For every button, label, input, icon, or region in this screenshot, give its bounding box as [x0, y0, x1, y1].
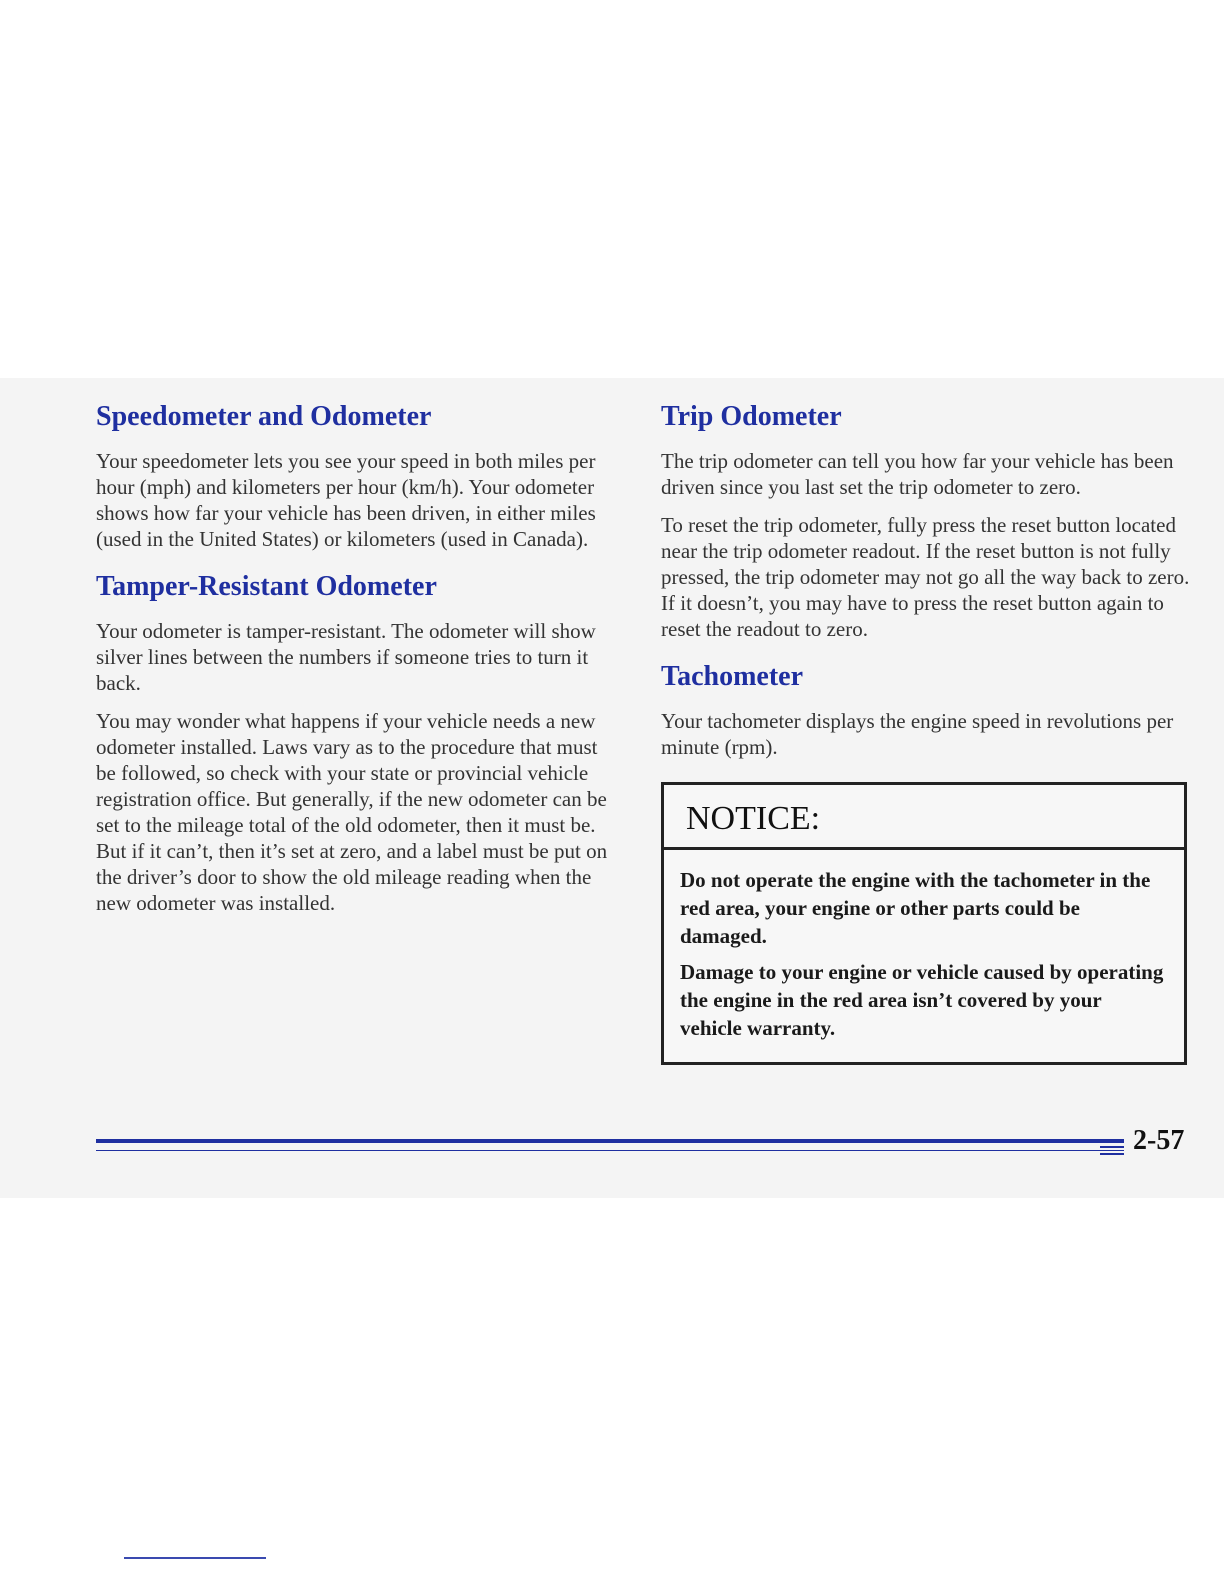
tamper-paragraph-1: Your odometer is tamper-resistant. The odometer will show silver lines between the numbers if someone tries to turn it back.: [96, 619, 596, 695]
bottom-decorative-line: [124, 1557, 266, 1559]
footer-rule-thick: [96, 1139, 1124, 1143]
footer-rule-stub-2: [1100, 1153, 1124, 1155]
notice-paragraph-2: Damage to your engine or vehicle caused by operating the engine in the red area isn’t covered by your vehicle warranty.: [680, 960, 1164, 1040]
section-tamper-resistant: [96, 570, 622, 916]
footer-rule-stub-1: [1100, 1146, 1124, 1148]
footer-rule-thin: [96, 1150, 1124, 1151]
section-tachometer: [661, 660, 1191, 760]
notice-heading: NOTICE:: [664, 785, 1184, 850]
speedometer-paragraph-1: Your speedometer lets you see your speed in both miles per hour (mph) and kilometers per hour (km/h). Your odometer shows how far your vehicle has been driven, in either miles (used in the United States) or kilometers (used in Canada).: [96, 449, 596, 551]
section-speedometer: [96, 400, 622, 552]
trip-paragraph-2: To reset the trip odometer, fully press the reset button located near the trip odometer readout. If the reset button is not fully pressed, the trip odometer may not go all the way back to zero. If it doesn’t, you may have to press the reset button again to reset the readout to zero.: [661, 513, 1190, 641]
heading-trip-odometer: Trip Odometer: [661, 401, 842, 432]
tachometer-paragraph-1: Your tachometer displays the engine speed in revolutions per minute (rpm).: [661, 709, 1174, 759]
trip-paragraph-1: The trip odometer can tell you how far your vehicle has been driven since you last set the trip odometer to zero.: [661, 449, 1174, 499]
page-number: 2-57: [1133, 1125, 1185, 1156]
heading-tamper-resistant: Tamper-Resistant Odometer: [96, 571, 437, 602]
notice-body: [664, 850, 1184, 1062]
tamper-paragraph-2: You may wonder what happens if your vehicle needs a new odometer installed. Laws vary as to the procedure that must be followed, so check with your state or provincial vehicle registration office. But generally, if the new odometer can be set to the mileage total of the old odometer, then it must be. But if it can’t, then it’s set at zero, and a label must be put on the driver’s door to show the old mileage reading when the new odometer was installed.: [96, 709, 608, 915]
right-column: [661, 400, 1191, 1065]
heading-speedometer: Speedometer and Odometer: [96, 401, 432, 432]
left-column: [96, 400, 622, 934]
notice-paragraph-1: Do not operate the engine with the tachometer in the red area, your engine or other parts could be damaged.: [680, 868, 1151, 948]
heading-tachometer: Tachometer: [661, 661, 804, 692]
notice-box: [661, 782, 1187, 1065]
section-trip-odometer: [661, 400, 1191, 642]
